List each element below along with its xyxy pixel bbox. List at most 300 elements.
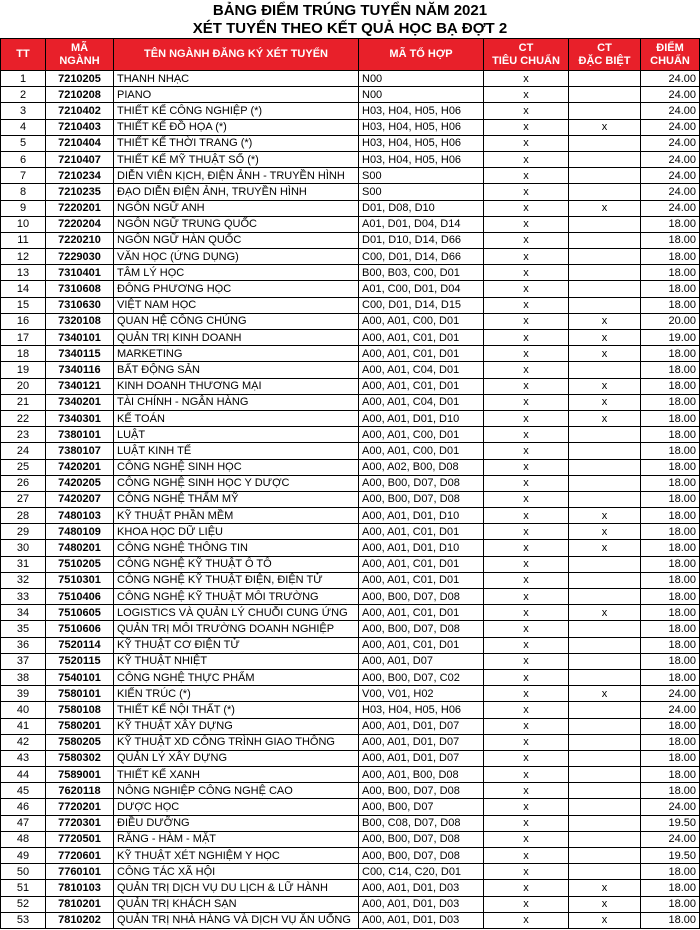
cell-name: PIANO bbox=[114, 87, 359, 103]
cell-code: 7310401 bbox=[46, 265, 114, 281]
cell-code: 7340115 bbox=[46, 346, 114, 362]
cell-score: 24.00 bbox=[641, 87, 700, 103]
cell-standard: x bbox=[484, 151, 569, 167]
cell-score: 18.00 bbox=[641, 524, 700, 540]
cell-name: THIẾT KẾ ĐỒ HỌA (*) bbox=[114, 119, 359, 135]
cell-tt: 12 bbox=[1, 249, 46, 265]
table-row bbox=[1, 378, 700, 394]
cell-combo: A00, A01, B00, D08 bbox=[359, 767, 484, 783]
cell-combo: A00, A01, C01, D01 bbox=[359, 637, 484, 653]
cell-combo: A00, B00, D07, D08 bbox=[359, 848, 484, 864]
cell-name: THANH NHẠC bbox=[114, 71, 359, 87]
cell-tt: 8 bbox=[1, 184, 46, 200]
cell-code: 7340201 bbox=[46, 394, 114, 410]
cell-combo: A00, A01, C00, D01 bbox=[359, 313, 484, 329]
cell-special bbox=[569, 767, 641, 783]
table-header bbox=[1, 39, 700, 71]
cell-combo: A00, A01, D07 bbox=[359, 653, 484, 669]
cell-standard: x bbox=[484, 394, 569, 410]
cell-tt: 42 bbox=[1, 734, 46, 750]
cell-score: 18.00 bbox=[641, 508, 700, 524]
table-row bbox=[1, 767, 700, 783]
table-row bbox=[1, 427, 700, 443]
cell-score: 24.00 bbox=[641, 135, 700, 151]
cell-tt: 11 bbox=[1, 232, 46, 248]
cell-score: 18.00 bbox=[641, 540, 700, 556]
table-row bbox=[1, 653, 700, 669]
cell-special bbox=[569, 362, 641, 378]
cell-special bbox=[569, 168, 641, 184]
cell-name: CÔNG NGHỆ SINH HỌC bbox=[114, 459, 359, 475]
cell-name: NGÔN NGỮ HÀN QUỐC bbox=[114, 232, 359, 248]
cell-combo: B00, B03, C00, D01 bbox=[359, 265, 484, 281]
cell-name: CÔNG NGHỆ KỸ THUẬT ĐIỆN, ĐIỆN TỬ bbox=[114, 572, 359, 588]
cell-name: ĐIỀU DƯỠNG bbox=[114, 815, 359, 831]
cell-tt: 13 bbox=[1, 265, 46, 281]
cell-combo: H03, H04, H05, H06 bbox=[359, 702, 484, 718]
cell-standard: x bbox=[484, 880, 569, 896]
cell-name: NGÔN NGỮ TRUNG QUỐC bbox=[114, 216, 359, 232]
cell-name: BẤT ĐỘNG SẢN bbox=[114, 362, 359, 378]
cell-special bbox=[569, 427, 641, 443]
cell-name: KỸ THUẬT XÂY DỰNG bbox=[114, 718, 359, 734]
cell-standard: x bbox=[484, 378, 569, 394]
cell-code: 7210407 bbox=[46, 151, 114, 167]
cell-special bbox=[569, 831, 641, 847]
table-row bbox=[1, 572, 700, 588]
table-row bbox=[1, 410, 700, 426]
cell-standard: x bbox=[484, 184, 569, 200]
cell-name: THIẾT KẾ CÔNG NGHIỆP (*) bbox=[114, 103, 359, 119]
cell-tt: 2 bbox=[1, 87, 46, 103]
cell-standard: x bbox=[484, 702, 569, 718]
cell-combo: S00 bbox=[359, 184, 484, 200]
cell-score: 19.00 bbox=[641, 330, 700, 346]
cell-standard: x bbox=[484, 265, 569, 281]
cell-tt: 7 bbox=[1, 168, 46, 184]
cell-code: 7480201 bbox=[46, 540, 114, 556]
cell-special: x bbox=[569, 410, 641, 426]
cell-standard: x bbox=[484, 427, 569, 443]
cell-standard: x bbox=[484, 524, 569, 540]
cell-special: x bbox=[569, 896, 641, 912]
table-row bbox=[1, 605, 700, 621]
cell-score: 18.00 bbox=[641, 637, 700, 653]
cell-name: CÔNG NGHỆ THẨM MỸ bbox=[114, 491, 359, 507]
cell-combo: C00, D01, D14, D66 bbox=[359, 249, 484, 265]
cell-code: 7380107 bbox=[46, 443, 114, 459]
cell-special: x bbox=[569, 912, 641, 928]
cell-special bbox=[569, 184, 641, 200]
cell-tt: 35 bbox=[1, 621, 46, 637]
cell-special: x bbox=[569, 394, 641, 410]
cell-tt: 51 bbox=[1, 880, 46, 896]
cell-name: QUẢN TRỊ MÔI TRƯỜNG DOANH NGHIỆP bbox=[114, 621, 359, 637]
cell-combo: A01, C00, D01, D04 bbox=[359, 281, 484, 297]
cell-tt: 16 bbox=[1, 313, 46, 329]
cell-tt: 46 bbox=[1, 799, 46, 815]
cell-combo: A00, A01, C01, D01 bbox=[359, 378, 484, 394]
cell-combo: A00, A01, D01, D07 bbox=[359, 718, 484, 734]
cell-special: x bbox=[569, 605, 641, 621]
cell-score: 18.00 bbox=[641, 864, 700, 880]
cell-name: NÔNG NGHIỆP CÔNG NGHỆ CAO bbox=[114, 783, 359, 799]
cell-name: KỸ THUẬT CƠ ĐIỆN TỬ bbox=[114, 637, 359, 653]
cell-combo: C00, D01, D14, D15 bbox=[359, 297, 484, 313]
cell-name: ĐÔNG PHƯƠNG HỌC bbox=[114, 281, 359, 297]
cell-score: 18.00 bbox=[641, 572, 700, 588]
cell-score: 18.00 bbox=[641, 734, 700, 750]
cell-special bbox=[569, 103, 641, 119]
cell-combo: A00, A01, D01, D10 bbox=[359, 410, 484, 426]
cell-combo: V00, V01, H02 bbox=[359, 686, 484, 702]
cell-name: THIẾT KẾ MỸ THUẬT SỐ (*) bbox=[114, 151, 359, 167]
cell-special bbox=[569, 734, 641, 750]
cell-combo: A00, A01, C01, D01 bbox=[359, 572, 484, 588]
cell-name: KỸ THUẬT NHIỆT bbox=[114, 653, 359, 669]
cell-code: 7210402 bbox=[46, 103, 114, 119]
cell-code: 7810202 bbox=[46, 912, 114, 928]
cell-score: 24.00 bbox=[641, 103, 700, 119]
table-row bbox=[1, 783, 700, 799]
cell-standard: x bbox=[484, 621, 569, 637]
cell-name: ĐẠO DIỄN ĐIỆN ẢNH, TRUYỀN HÌNH bbox=[114, 184, 359, 200]
cell-combo: A01, D01, D04, D14 bbox=[359, 216, 484, 232]
table-row bbox=[1, 491, 700, 507]
cell-code: 7210234 bbox=[46, 168, 114, 184]
cell-score: 24.00 bbox=[641, 184, 700, 200]
cell-score: 24.00 bbox=[641, 168, 700, 184]
cell-standard: x bbox=[484, 799, 569, 815]
cell-combo: A00, B00, D07, D08 bbox=[359, 621, 484, 637]
cell-standard: x bbox=[484, 232, 569, 248]
cell-tt: 37 bbox=[1, 653, 46, 669]
cell-tt: 48 bbox=[1, 831, 46, 847]
cell-standard: x bbox=[484, 491, 569, 507]
cell-combo: A00, A01, D01, D03 bbox=[359, 912, 484, 928]
cell-name: QUẢN TRỊ KHÁCH SẠN bbox=[114, 896, 359, 912]
cell-special: x bbox=[569, 330, 641, 346]
cell-special bbox=[569, 572, 641, 588]
cell-combo: H03, H04, H05, H06 bbox=[359, 135, 484, 151]
header-combo: MÃ TỔ HỢP bbox=[359, 39, 484, 71]
cell-special bbox=[569, 71, 641, 87]
cell-tt: 40 bbox=[1, 702, 46, 718]
cell-code: 7580101 bbox=[46, 686, 114, 702]
table-row bbox=[1, 346, 700, 362]
cell-score: 18.00 bbox=[641, 880, 700, 896]
table-row bbox=[1, 912, 700, 928]
cell-score: 18.00 bbox=[641, 783, 700, 799]
table-row bbox=[1, 281, 700, 297]
cell-tt: 26 bbox=[1, 475, 46, 491]
cell-standard: x bbox=[484, 669, 569, 685]
cell-code: 7510406 bbox=[46, 589, 114, 605]
cell-score: 18.00 bbox=[641, 669, 700, 685]
cell-combo: H03, H04, H05, H06 bbox=[359, 103, 484, 119]
cell-special: x bbox=[569, 524, 641, 540]
table-row bbox=[1, 184, 700, 200]
cell-name: CÔNG NGHỆ KỸ THUẬT Ô TÔ bbox=[114, 556, 359, 572]
cell-special bbox=[569, 637, 641, 653]
cell-standard: x bbox=[484, 718, 569, 734]
table-row bbox=[1, 443, 700, 459]
cell-code: 7540101 bbox=[46, 669, 114, 685]
cell-standard: x bbox=[484, 637, 569, 653]
cell-code: 7510605 bbox=[46, 605, 114, 621]
cell-score: 24.00 bbox=[641, 831, 700, 847]
cell-code: 7480109 bbox=[46, 524, 114, 540]
cell-standard: x bbox=[484, 330, 569, 346]
table-row bbox=[1, 119, 700, 135]
cell-special bbox=[569, 491, 641, 507]
cell-score: 18.00 bbox=[641, 297, 700, 313]
header-row bbox=[1, 39, 700, 71]
cell-special: x bbox=[569, 508, 641, 524]
cell-code: 7720501 bbox=[46, 831, 114, 847]
cell-score: 18.00 bbox=[641, 556, 700, 572]
cell-name: THIẾT KẾ THỜI TRANG (*) bbox=[114, 135, 359, 151]
cell-special: x bbox=[569, 200, 641, 216]
cell-standard: x bbox=[484, 443, 569, 459]
cell-special: x bbox=[569, 880, 641, 896]
cell-special bbox=[569, 669, 641, 685]
cell-code: 7720601 bbox=[46, 848, 114, 864]
cell-standard: x bbox=[484, 135, 569, 151]
cell-score: 18.00 bbox=[641, 427, 700, 443]
cell-combo: A00, A01, C01, D01 bbox=[359, 346, 484, 362]
cell-tt: 9 bbox=[1, 200, 46, 216]
cell-standard: x bbox=[484, 362, 569, 378]
header-code: MÃ NGÀNH bbox=[46, 39, 114, 71]
cell-name: KIẾN TRÚC (*) bbox=[114, 686, 359, 702]
cell-combo: A00, B00, D07, D08 bbox=[359, 831, 484, 847]
cell-name: KỸ THUẬT PHẦN MỀM bbox=[114, 508, 359, 524]
cell-code: 7340101 bbox=[46, 330, 114, 346]
cell-code: 7420205 bbox=[46, 475, 114, 491]
cell-score: 18.00 bbox=[641, 443, 700, 459]
cell-name: VIỆT NAM HỌC bbox=[114, 297, 359, 313]
cell-standard: x bbox=[484, 912, 569, 928]
table-row bbox=[1, 103, 700, 119]
cell-score: 18.00 bbox=[641, 410, 700, 426]
cell-special bbox=[569, 281, 641, 297]
cell-special bbox=[569, 556, 641, 572]
cell-combo: C00, C14, C20, D01 bbox=[359, 864, 484, 880]
cell-tt: 29 bbox=[1, 524, 46, 540]
cell-special: x bbox=[569, 378, 641, 394]
cell-tt: 27 bbox=[1, 491, 46, 507]
cell-score: 19.50 bbox=[641, 815, 700, 831]
cell-name: DƯỢC HỌC bbox=[114, 799, 359, 815]
cell-score: 18.00 bbox=[641, 362, 700, 378]
cell-combo: A00, B00, D07, D08 bbox=[359, 589, 484, 605]
admission-score-table bbox=[0, 38, 700, 929]
table-row bbox=[1, 168, 700, 184]
cell-standard: x bbox=[484, 540, 569, 556]
cell-special bbox=[569, 848, 641, 864]
table-row bbox=[1, 815, 700, 831]
cell-special: x bbox=[569, 540, 641, 556]
cell-name: KINH DOANH THƯƠNG MẠI bbox=[114, 378, 359, 394]
cell-special bbox=[569, 443, 641, 459]
cell-tt: 31 bbox=[1, 556, 46, 572]
cell-tt: 4 bbox=[1, 119, 46, 135]
cell-special bbox=[569, 475, 641, 491]
cell-combo: A00, A01, D01, D03 bbox=[359, 896, 484, 912]
document-title: BẢNG ĐIỂM TRÚNG TUYỂN NĂM 2021 bbox=[212, 2, 488, 19]
cell-name: KỸ THUẬT XD CÔNG TRÌNH GIAO THÔNG bbox=[114, 734, 359, 750]
cell-standard: x bbox=[484, 589, 569, 605]
cell-combo: A00, A01, C00, D01 bbox=[359, 427, 484, 443]
table-row bbox=[1, 589, 700, 605]
cell-score: 18.00 bbox=[641, 912, 700, 928]
cell-special bbox=[569, 459, 641, 475]
cell-score: 18.00 bbox=[641, 896, 700, 912]
cell-score: 18.00 bbox=[641, 216, 700, 232]
cell-standard: x bbox=[484, 249, 569, 265]
cell-standard: x bbox=[484, 281, 569, 297]
header-name: TÊN NGÀNH ĐĂNG KÝ XÉT TUYỂN bbox=[114, 39, 359, 71]
cell-combo: A00, A01, D01, D10 bbox=[359, 508, 484, 524]
table-row bbox=[1, 880, 700, 896]
cell-special: x bbox=[569, 119, 641, 135]
table-row bbox=[1, 265, 700, 281]
cell-combo: N00 bbox=[359, 87, 484, 103]
cell-combo: D01, D08, D10 bbox=[359, 200, 484, 216]
cell-special bbox=[569, 151, 641, 167]
cell-standard: x bbox=[484, 87, 569, 103]
cell-score: 18.00 bbox=[641, 346, 700, 362]
cell-name: QUẢN TRỊ DỊCH VỤ DU LỊCH & LỮ HÀNH bbox=[114, 880, 359, 896]
cell-score: 18.00 bbox=[641, 281, 700, 297]
cell-standard: x bbox=[484, 734, 569, 750]
cell-name: CÔNG NGHỆ THỰC PHẨM bbox=[114, 669, 359, 685]
cell-tt: 49 bbox=[1, 848, 46, 864]
cell-special bbox=[569, 815, 641, 831]
table-body bbox=[1, 71, 700, 929]
cell-code: 7520114 bbox=[46, 637, 114, 653]
cell-tt: 41 bbox=[1, 718, 46, 734]
cell-combo: N00 bbox=[359, 71, 484, 87]
cell-combo: A00, A01, C04, D01 bbox=[359, 394, 484, 410]
cell-standard: x bbox=[484, 556, 569, 572]
cell-code: 7580302 bbox=[46, 750, 114, 766]
cell-code: 7220201 bbox=[46, 200, 114, 216]
cell-name: CÔNG NGHỆ THÔNG TIN bbox=[114, 540, 359, 556]
cell-combo: S00 bbox=[359, 168, 484, 184]
cell-combo: A00, B00, D07 bbox=[359, 799, 484, 815]
cell-combo: H03, H04, H05, H06 bbox=[359, 119, 484, 135]
table-row bbox=[1, 848, 700, 864]
cell-code: 7320108 bbox=[46, 313, 114, 329]
cell-tt: 5 bbox=[1, 135, 46, 151]
cell-tt: 32 bbox=[1, 572, 46, 588]
cell-name: RĂNG - HÀM - MẶT bbox=[114, 831, 359, 847]
cell-name: VĂN HỌC (ỨNG DỤNG) bbox=[114, 249, 359, 265]
cell-score: 18.00 bbox=[641, 232, 700, 248]
cell-special bbox=[569, 799, 641, 815]
cell-special bbox=[569, 135, 641, 151]
cell-code: 7810201 bbox=[46, 896, 114, 912]
cell-combo: B00, C08, D07, D08 bbox=[359, 815, 484, 831]
cell-tt: 43 bbox=[1, 750, 46, 766]
header-special: CT ĐẶC BIỆT bbox=[569, 39, 641, 71]
table-row bbox=[1, 249, 700, 265]
cell-code: 7229030 bbox=[46, 249, 114, 265]
cell-score: 24.00 bbox=[641, 151, 700, 167]
header-standard: CT TIÊU CHUẨN bbox=[484, 39, 569, 71]
cell-tt: 17 bbox=[1, 330, 46, 346]
cell-name: KẾ TOÁN bbox=[114, 410, 359, 426]
table-row bbox=[1, 297, 700, 313]
cell-tt: 22 bbox=[1, 410, 46, 426]
cell-standard: x bbox=[484, 200, 569, 216]
table-row bbox=[1, 718, 700, 734]
cell-special bbox=[569, 783, 641, 799]
cell-special bbox=[569, 589, 641, 605]
cell-tt: 18 bbox=[1, 346, 46, 362]
table-row bbox=[1, 540, 700, 556]
cell-score: 18.00 bbox=[641, 491, 700, 507]
table-row bbox=[1, 216, 700, 232]
cell-tt: 19 bbox=[1, 362, 46, 378]
document-subtitle: XÉT TUYỂN THEO KẾT QUẢ HỌC BẠ ĐỢT 2 bbox=[192, 20, 508, 37]
cell-standard: x bbox=[484, 605, 569, 621]
table-row bbox=[1, 508, 700, 524]
cell-special: x bbox=[569, 686, 641, 702]
header-score: ĐIỂM CHUẨN bbox=[641, 39, 700, 71]
cell-tt: 36 bbox=[1, 637, 46, 653]
cell-score: 18.00 bbox=[641, 621, 700, 637]
cell-score: 18.00 bbox=[641, 459, 700, 475]
cell-score: 24.00 bbox=[641, 71, 700, 87]
cell-tt: 3 bbox=[1, 103, 46, 119]
cell-combo: A00, A01, C04, D01 bbox=[359, 362, 484, 378]
cell-score: 19.50 bbox=[641, 848, 700, 864]
cell-tt: 53 bbox=[1, 912, 46, 928]
cell-combo: A00, A02, B00, D08 bbox=[359, 459, 484, 475]
cell-tt: 21 bbox=[1, 394, 46, 410]
cell-score: 18.00 bbox=[641, 249, 700, 265]
table-row bbox=[1, 151, 700, 167]
cell-score: 24.00 bbox=[641, 200, 700, 216]
cell-code: 7310608 bbox=[46, 281, 114, 297]
cell-combo: A00, A01, C01, D01 bbox=[359, 524, 484, 540]
cell-tt: 25 bbox=[1, 459, 46, 475]
cell-code: 7589001 bbox=[46, 767, 114, 783]
cell-name: MARKETING bbox=[114, 346, 359, 362]
cell-code: 7620118 bbox=[46, 783, 114, 799]
cell-code: 7720201 bbox=[46, 799, 114, 815]
cell-standard: x bbox=[484, 346, 569, 362]
cell-name: KHOA HỌC DỮ LIỆU bbox=[114, 524, 359, 540]
table-row bbox=[1, 524, 700, 540]
cell-name: CÔNG TÁC XÃ HỘI bbox=[114, 864, 359, 880]
table-row bbox=[1, 313, 700, 329]
cell-special bbox=[569, 265, 641, 281]
cell-tt: 14 bbox=[1, 281, 46, 297]
cell-code: 7580201 bbox=[46, 718, 114, 734]
cell-code: 7510205 bbox=[46, 556, 114, 572]
table-row bbox=[1, 87, 700, 103]
cell-standard: x bbox=[484, 459, 569, 475]
cell-code: 7520115 bbox=[46, 653, 114, 669]
cell-code: 7580205 bbox=[46, 734, 114, 750]
cell-code: 7340121 bbox=[46, 378, 114, 394]
cell-combo: A00, A01, C01, D01 bbox=[359, 330, 484, 346]
table-row bbox=[1, 135, 700, 151]
